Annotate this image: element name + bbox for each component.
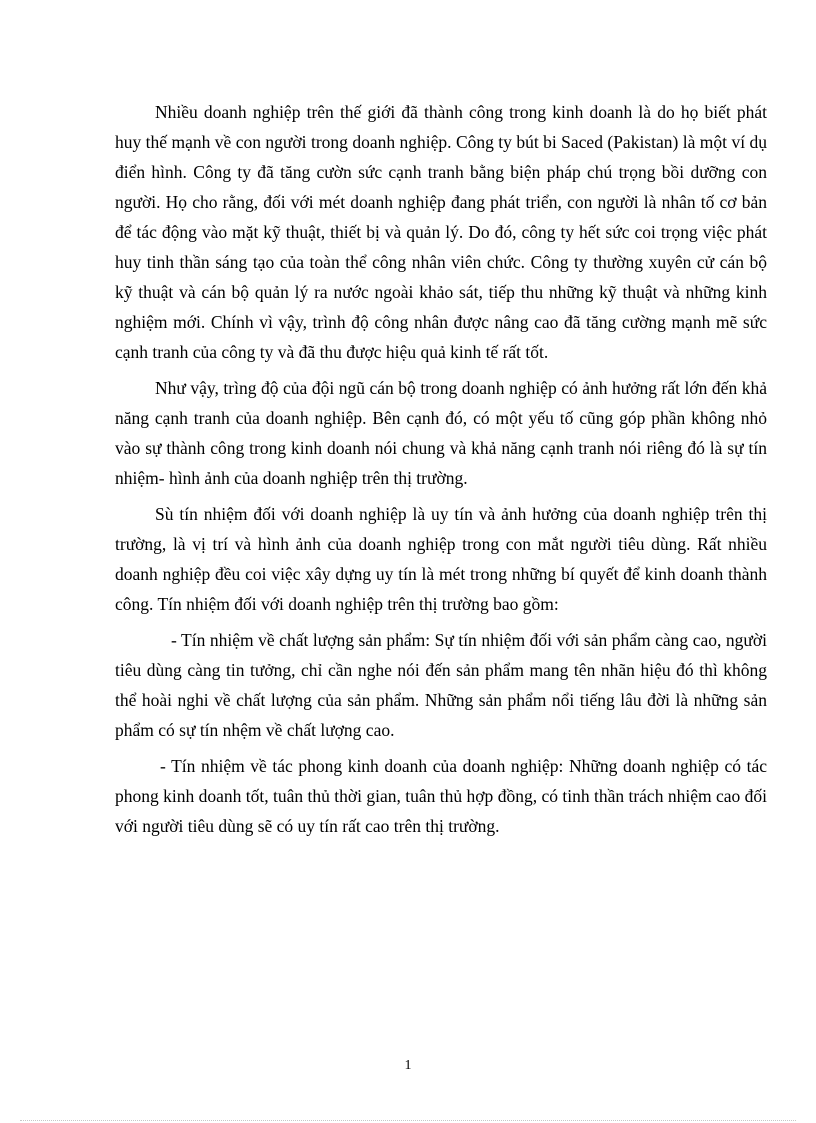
bullet-product-quality: - Tín nhiệm về chất lượng sản phẩm: Sự tín nhiệm đối với sản phẩm càng cao, người tiêu dùng càng tin tưởng, chỉ cần nghe nói đến sản phẩm mang tên nhãn hiệu đó thì không thể hoài nghi về chất lượng của sản phẩm. Những sản phẩm nổi tiếng lâu đời là những sản phẩm có sự tín nhệm về chất lượng cao.: [115, 630, 767, 740]
paragraph-staff-competence: Như vậy, trìng độ của đội ngũ cán bộ trong doanh nghiệp có ảnh hưởng rất lớn đến khả năng cạnh tranh của doanh nghiệp. Bên cạnh đó, có một yếu tố cũng góp phần không nhỏ vào sự thành công trong kinh doanh nói chung và khả năng cạnh tranh nói riêng đó là sự tín nhiệm- hình ảnh của doanh nghiệp trên thị trường.: [115, 378, 767, 488]
document-body: [115, 97, 767, 847]
paragraph-human-strength: Nhiều doanh nghiệp trên thế giới đã thành công trong kinh doanh là do họ biết phát huy thế mạnh về con người trong doanh nghiệp. Công ty bút bi Saced (Pakistan) là một ví dụ điển hình. Công ty đã tăng cườn sức cạnh tranh bằng biện pháp chú trọng bồi dưỡng con người. Họ cho rằng, đối với mét doanh nghiệp đang phát triển, con người là nhân tố cơ bản để tác động vào mặt kỹ thuật, thiết bị và quản lý. Do đó, công ty hết sức coi trọng việc phát huy tinh thần sáng tạo của toàn thể công nhân viên chức. Công ty thường xuyên cử cán bộ kỹ thuật và cán bộ quản lý ra nước ngoài khảo sát, tiếp thu những kỹ thuật và những kinh nghiệm mới. Chính vì vậy, trình độ công nhân được nâng cao đã tăng cường mạnh mẽ sức cạnh tranh của công ty và đã thu được hiệu quả kinh tế rất tốt.: [115, 102, 767, 362]
paragraph-reputation: Sù tín nhiệm đối với doanh nghiệp là uy tín và ảnh hưởng của doanh nghiệp trên thị trường, là vị trí và hình ảnh của doanh nghiệp trong con mắt người tiêu dùng. Rất nhiều doanh nghiệp đều coi việc xây dựng uy tín là mét trong những bí quyết để kinh doanh thành công. Tín nhiệm đối với doanh nghiệp trên thị trường bao gồm:: [115, 504, 767, 614]
page-bottom-edge: [20, 1120, 796, 1121]
bullet-business-conduct: - Tín nhiệm về tác phong kinh doanh của doanh nghiệp: Những doanh nghiệp có tác phong kinh doanh tốt, tuân thủ thời gian, tuân thủ hợp đồng, có tinh thần trách nhiệm cao đối với người tiêu dùng sẽ có uy tín rất cao trên thị trường.: [115, 756, 767, 836]
page-number: 1: [404, 1058, 412, 1073]
